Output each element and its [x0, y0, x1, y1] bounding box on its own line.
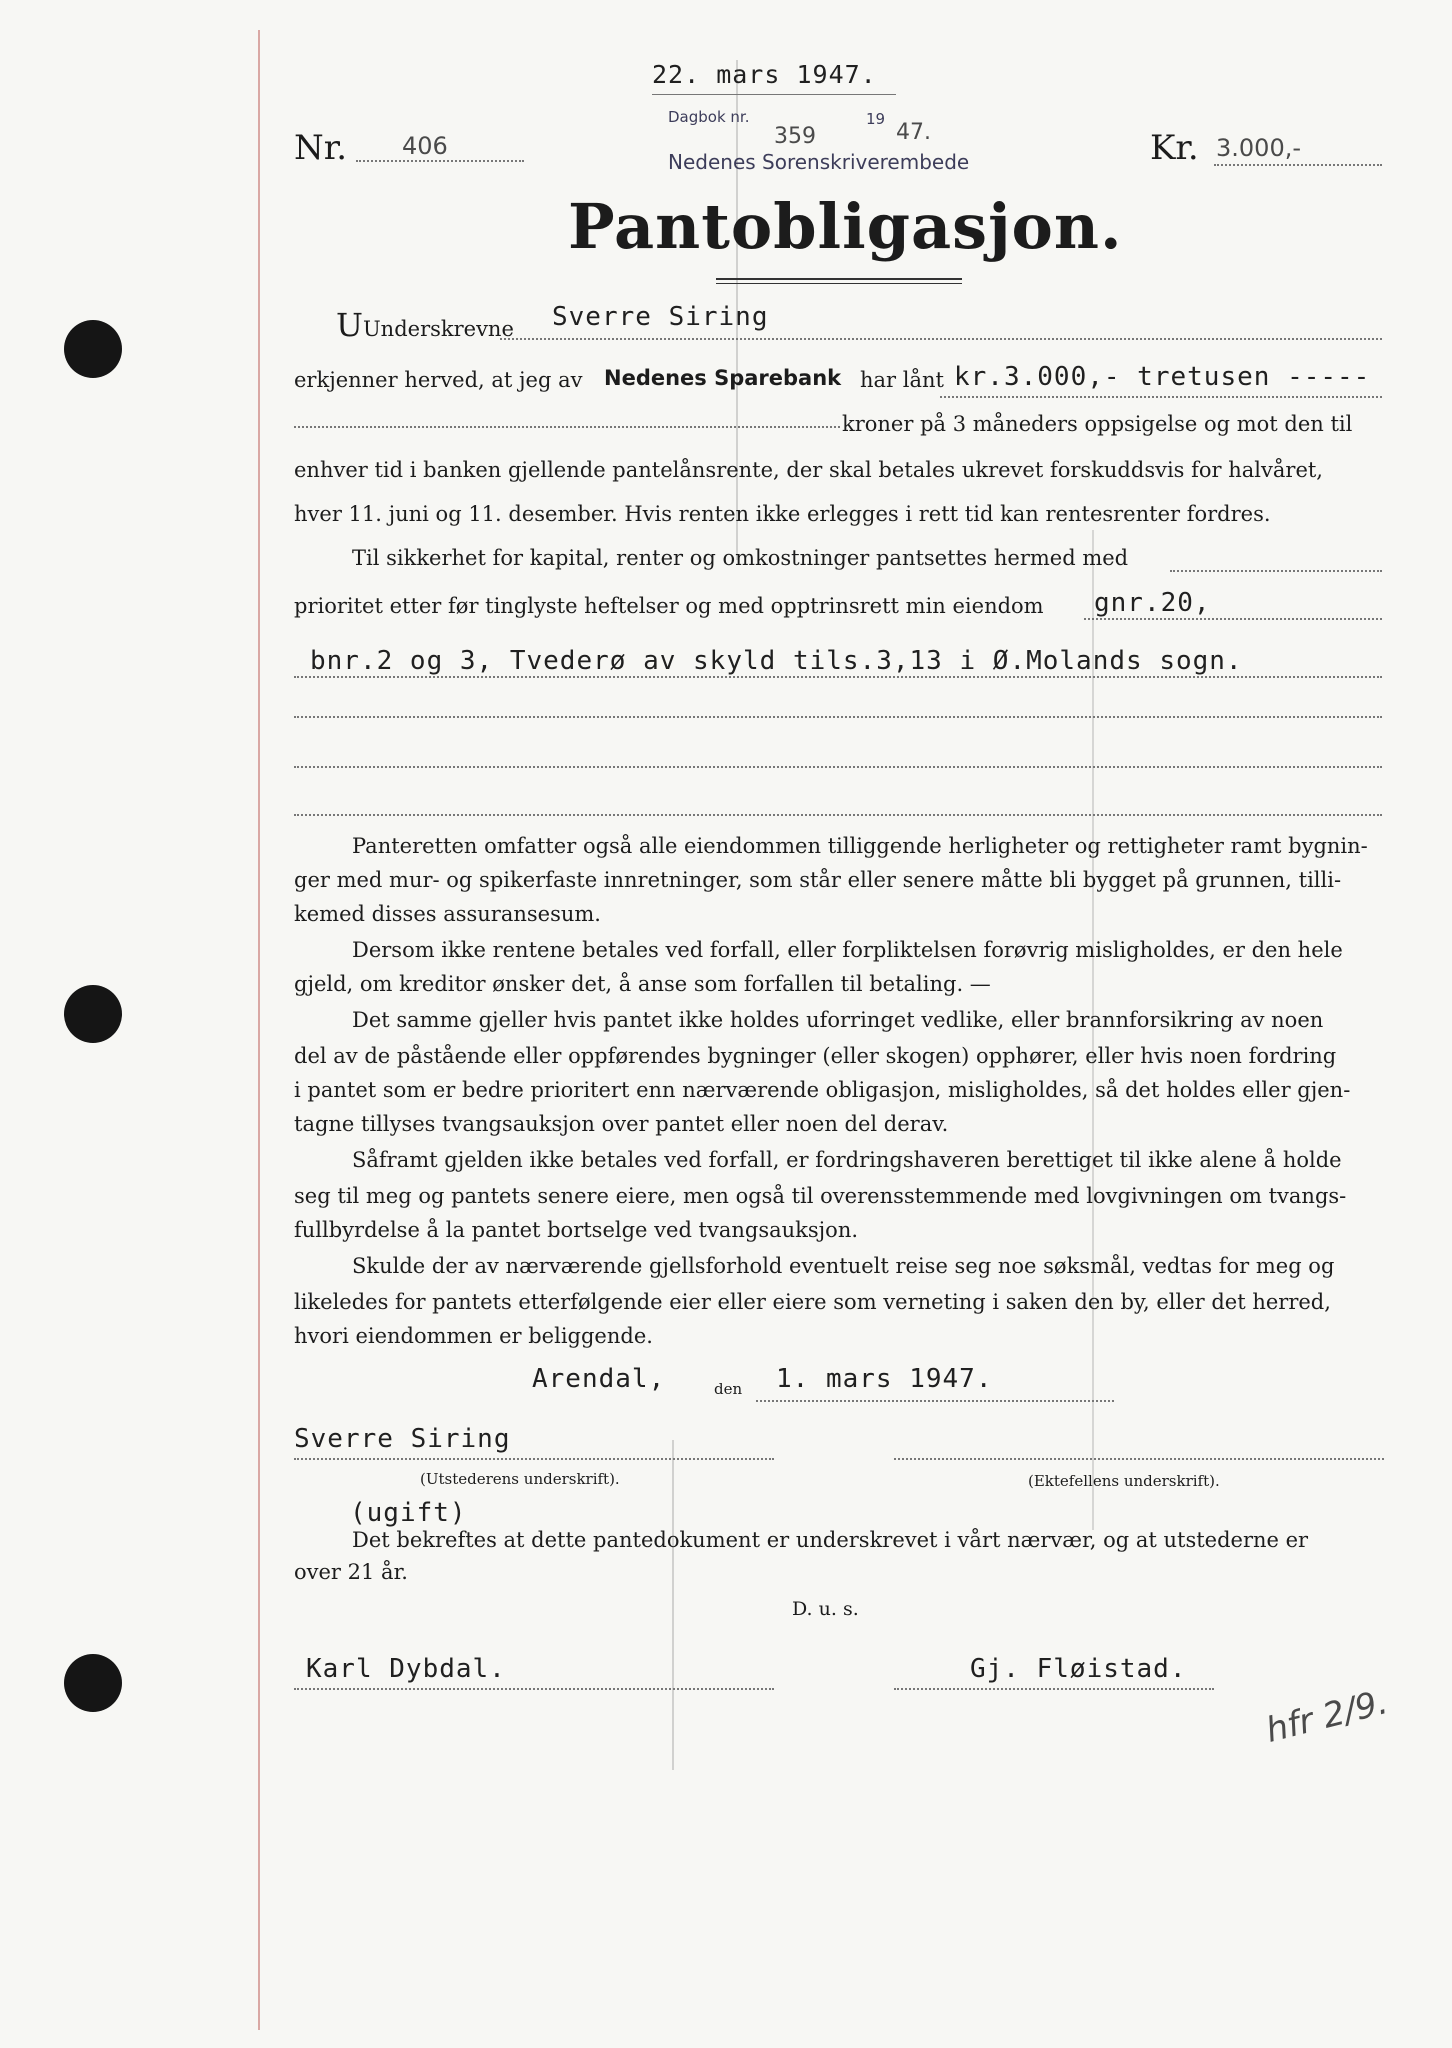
marital-status: (ugift) — [350, 1498, 467, 1528]
body-line-5: hver 11. juni og 11. desember. Hvis renten ikke erlegges i rett tid kan rentesrenter fordres. — [294, 502, 1271, 526]
property-dotted-line-2 — [294, 676, 1382, 678]
issuer-caption: (Utstederens underskrift). — [420, 1470, 620, 1488]
paragraph-3-line-3: i pantet som er bedre prioritert enn nærværende obligasjon, misligholdes, så det holdes eller gjen- — [294, 1078, 1351, 1102]
confirmation-line-1: Det bekreftes at dette pantedokument er underskrevet i vårt nærvær, og at utstederne er — [352, 1528, 1309, 1552]
loan-amount: kr.3.000,- tretusen ----- — [954, 362, 1371, 392]
paragraph-1-line-2: ger med mur- og spikerfaste innretninger, som står eller senere måtte bli bygget på grunnen, tilli- — [294, 868, 1342, 892]
date-dotted-line — [756, 1400, 1114, 1402]
registration-date-stamp: 22. mars 1947. — [652, 60, 877, 89]
nr-dotted-line — [356, 160, 524, 162]
document-title: Pantobligasjon. — [568, 190, 1123, 263]
punch-hole-middle — [64, 985, 122, 1043]
paragraph-5-line-1: Skulde der av nærværende gjellsforhold eventuelt reise seg noe søksmål, vedtas for meg og — [352, 1254, 1335, 1278]
witness-1-line — [294, 1688, 774, 1690]
paragraph-2-line-1: Dersom ikke rentene betales ved forfall, eller forpliktelsen forøvrig misligholdes, er den hele — [352, 938, 1343, 962]
nr-value: 406 — [402, 132, 448, 160]
date-underline — [652, 94, 896, 95]
undersigned-label-text: Underskrevne — [362, 317, 514, 341]
body-line-7: prioritet etter før tinglyste heftelser og med opptrinsrett min eiendom — [294, 594, 1044, 618]
witness-2-signature: Gj. Fløistad. — [970, 1654, 1187, 1684]
confirmation-line-2: over 21 år. — [294, 1560, 408, 1584]
paragraph-4-line-3: fullbyrdelse å la pantet bortselge ved tvangsauksjon. — [294, 1218, 859, 1242]
undersigned-label: UUnderskrevne — [336, 306, 514, 344]
body-line-4: enhver tid i banken gjellende pantelånsrente, der skal betales ukrevet forskuddsvis for halvåret, — [294, 458, 1323, 482]
handwritten-note: hfr 2/9. — [1262, 1682, 1392, 1751]
security-dotted-line — [1170, 570, 1382, 572]
bank-name: Nedenes Sparebank — [604, 366, 842, 390]
paragraph-4-line-1: Såframt gjelden ikke betales ved forfall, er fordringshaveren berettiget til ikke alene å holde — [352, 1148, 1342, 1172]
paragraph-1-line-3: kemed disses assuransesum. — [294, 902, 601, 926]
witness-2-line — [894, 1688, 1214, 1690]
witness-1-signature: Karl Dybdal. — [306, 1654, 506, 1684]
undersigned-name: Sverre Siring — [552, 302, 769, 332]
pen-stroke — [672, 1440, 674, 1770]
kr-value: 3.000,- — [1216, 134, 1301, 162]
blank-dotted-line-1 — [294, 716, 1382, 718]
property-a: gnr.20, — [1094, 588, 1211, 618]
punch-hole-top — [64, 320, 122, 378]
paragraph-2-line-2: gjeld, om kreditor ønsker det, å anse som forfallen til betaling. — — [294, 972, 991, 996]
name-dotted-line — [500, 338, 1382, 340]
dagbok-year: 47. — [896, 120, 931, 145]
paragraph-3-line-2: del av de påstående eller oppførendes bygninger (eller skogen) opphører, eller hvis noen fordring — [294, 1044, 1337, 1068]
paragraph-4-line-2: seg til meg og pantets senere eiere, men også til overensstemmende med lovgivningen om tvangs- — [294, 1184, 1347, 1208]
paragraph-5-line-3: hvori eiendommen er beliggende. — [294, 1324, 653, 1348]
margin-rule — [258, 30, 260, 2030]
dagbok-number: 359 — [774, 124, 816, 149]
amount-dotted-line — [940, 396, 1382, 398]
kr-label: Kr. — [1150, 128, 1199, 168]
spouse-signature-line — [894, 1458, 1384, 1460]
signing-place: Arendal, — [532, 1364, 666, 1394]
nr-label: Nr. — [294, 128, 348, 168]
blank-dotted-line-3 — [294, 814, 1382, 816]
paragraph-3-line-4: tagne tillyses tvangsauksjon over pantet eller noen del derav. — [294, 1112, 949, 1136]
body-line-6: Til sikkerhet for kapital, renter og omkostninger pantsettes hermed med — [352, 546, 1129, 570]
property-dotted-line-1 — [1084, 618, 1382, 620]
dus-label: D. u. s. — [792, 1598, 859, 1620]
punch-hole-bottom — [64, 1654, 122, 1712]
property-b: bnr.2 og 3, Tvederø av skyld tils.3,13 i Ø.Molands sogn. — [310, 646, 1243, 676]
title-underline-thin — [716, 283, 962, 284]
body-line-3: kroner på 3 måneders oppsigelse og mot den til — [842, 412, 1353, 436]
spouse-caption: (Ektefellens underskrift). — [1028, 1472, 1220, 1490]
paragraph-3-line-1: Det samme gjeller hvis pantet ikke holdes uforringet vedlike, eller brannforsikring av noen — [352, 1008, 1324, 1032]
den-label: den — [714, 1380, 743, 1398]
kr-dotted-line — [1214, 164, 1382, 166]
body-line-2b: har lånt — [860, 368, 944, 392]
paragraph-1-line-1: Panteretten omfatter også alle eiendommen tilliggende herligheter og rettigheter ramt bygnin- — [352, 834, 1368, 858]
issuer-signature-line — [294, 1458, 774, 1460]
title-underline — [716, 278, 962, 280]
issuer-signature: Sverre Siring — [294, 1424, 511, 1454]
office-stamp: Nedenes Sorenskriverembede — [668, 150, 970, 174]
dagbok-label: Dagbok nr. — [668, 108, 750, 126]
amount-dotted-line-2 — [294, 426, 840, 428]
dagbok-year-prefix: 19 — [866, 110, 886, 128]
blank-dotted-line-2 — [294, 766, 1382, 768]
body-line-2a: erkjenner herved, at jeg av — [294, 368, 583, 392]
signing-date: 1. mars 1947. — [776, 1364, 993, 1394]
paragraph-5-line-2: likeledes for pantets etterfølgende eier eller eiere som verneting i saken den by, eller det herred, — [294, 1290, 1331, 1314]
